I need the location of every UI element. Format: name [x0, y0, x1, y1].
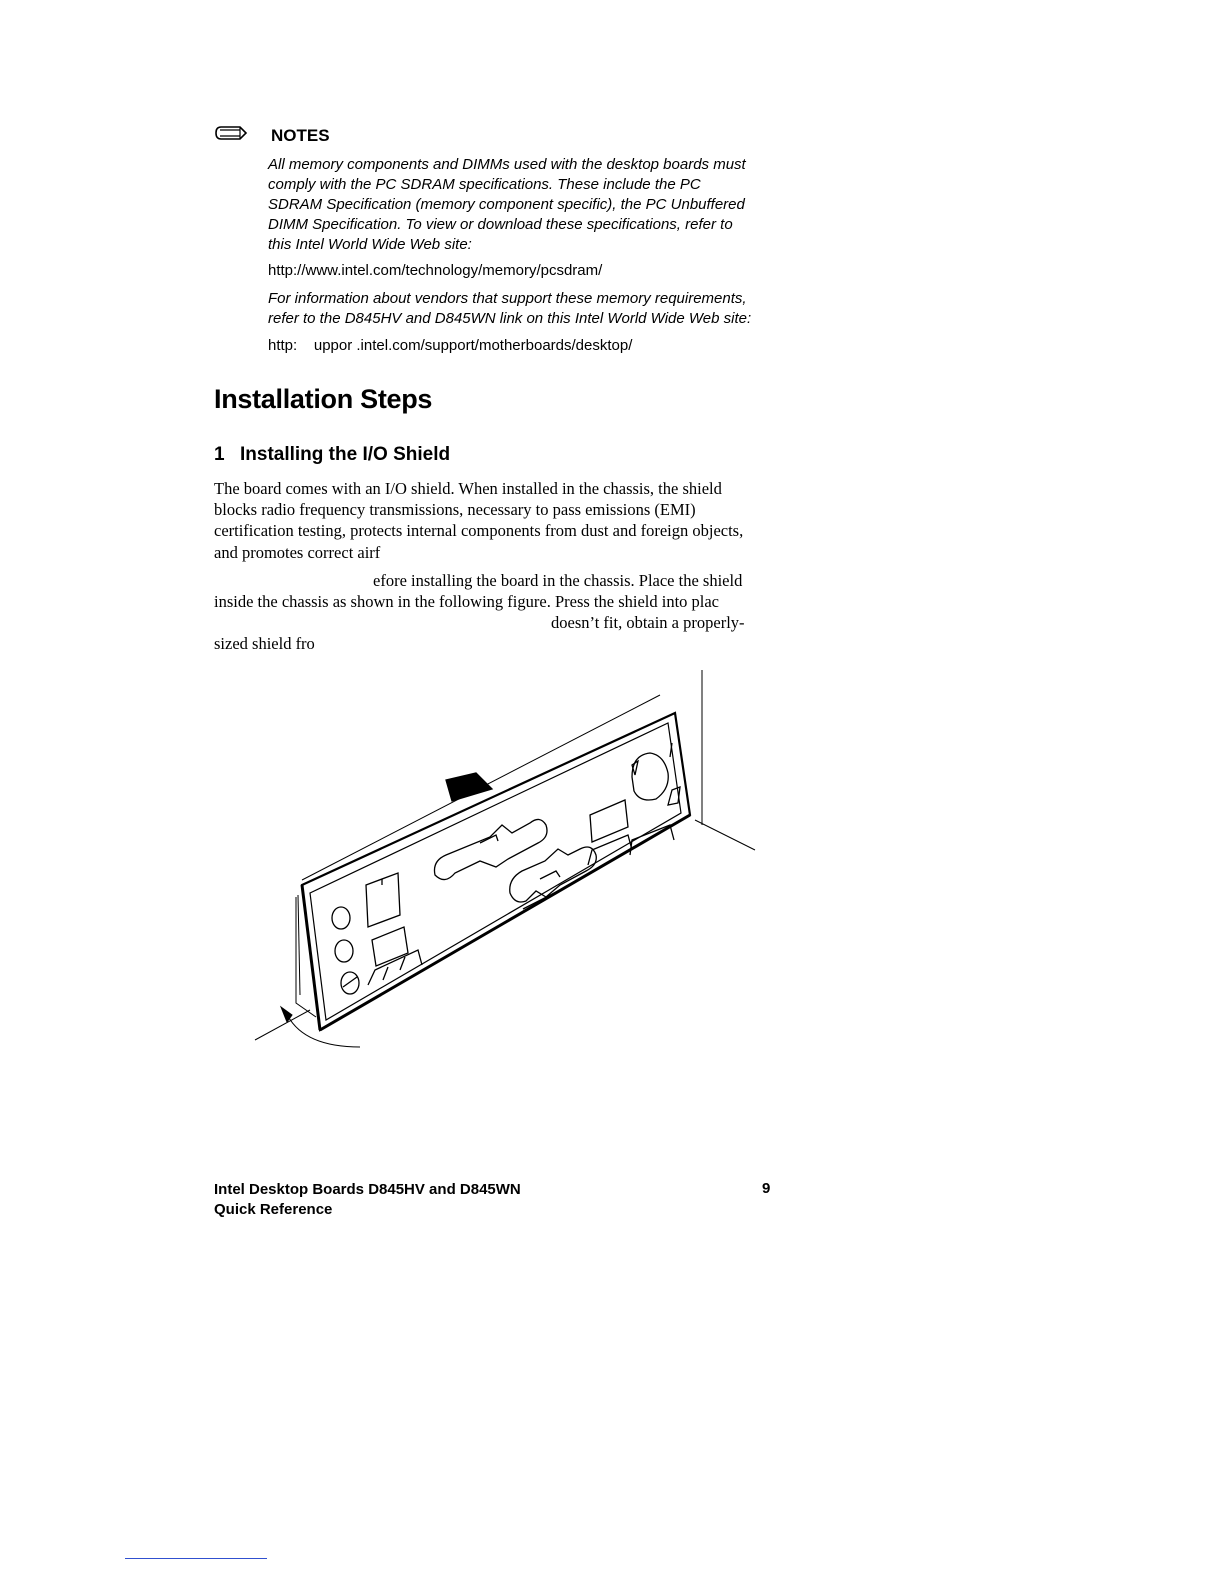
pencil-icon: [214, 123, 248, 143]
footnote-rule: [125, 1558, 267, 1559]
notes-title: NOTES: [271, 126, 330, 145]
notes-paragraph-2: [268, 289, 798, 329]
text-line: efore installing the board in the chassis. Place the shield: [373, 571, 743, 590]
notes-url-2: http: uppor .intel.com/support/motherboards/desktop/: [268, 337, 633, 354]
footer-doc-title: Intel Desktop Boards D845HV and D845WN: [214, 1181, 521, 1198]
text-line: DIMM Specification. To view or download these specifications, refer to: [268, 216, 733, 233]
text-line: The board comes with an I/O shield. When installed in the chassis, the shield: [214, 479, 722, 498]
text-line: this Intel World Wide Web site:: [268, 236, 472, 253]
text-line: For information about vendors that support these memory requirements,: [268, 290, 747, 307]
text-line: comply with the PC SDRAM specifications. These include the PC: [268, 176, 701, 193]
text-line: certification testing, protects internal components from dust and foreign objects,: [214, 521, 744, 540]
text-line: doesn’t fit, obtain a properly-: [551, 613, 745, 632]
step-heading: [214, 444, 450, 466]
text-line: sized shield fro: [214, 634, 315, 653]
text-line: refer to the D845HV and D845WN link on this Intel World Wide Web site:: [268, 310, 752, 327]
text-line: All memory components and DIMMs used with the desktop boards must: [268, 156, 746, 173]
footer-doc-subtitle: Quick Reference: [214, 1201, 333, 1218]
io-shield-illustration: [240, 665, 780, 1065]
text-line: SDRAM Specification (memory component specific), the PC Unbuffered: [268, 196, 745, 213]
body-paragraph-1: [214, 478, 794, 568]
page-footer: [214, 1180, 521, 1220]
body-paragraph-2: [214, 570, 794, 660]
notes-url-1: http://www.intel.com/technology/memory/pcsdram/: [268, 262, 603, 279]
text-line: and promotes correct airf: [214, 543, 381, 562]
text-line: blocks radio frequency transmissions, necessary to pass emissions (EMI): [214, 500, 696, 519]
section-title: Installation Steps: [214, 384, 433, 414]
step-title: Installing the I/O Shield: [240, 444, 451, 465]
notes-paragraph-1: [268, 155, 798, 255]
step-number: 1: [214, 444, 225, 465]
text-line: inside the chassis as shown in the following figure. Press the shield into plac: [214, 592, 720, 611]
page-number: 9: [762, 1180, 771, 1197]
